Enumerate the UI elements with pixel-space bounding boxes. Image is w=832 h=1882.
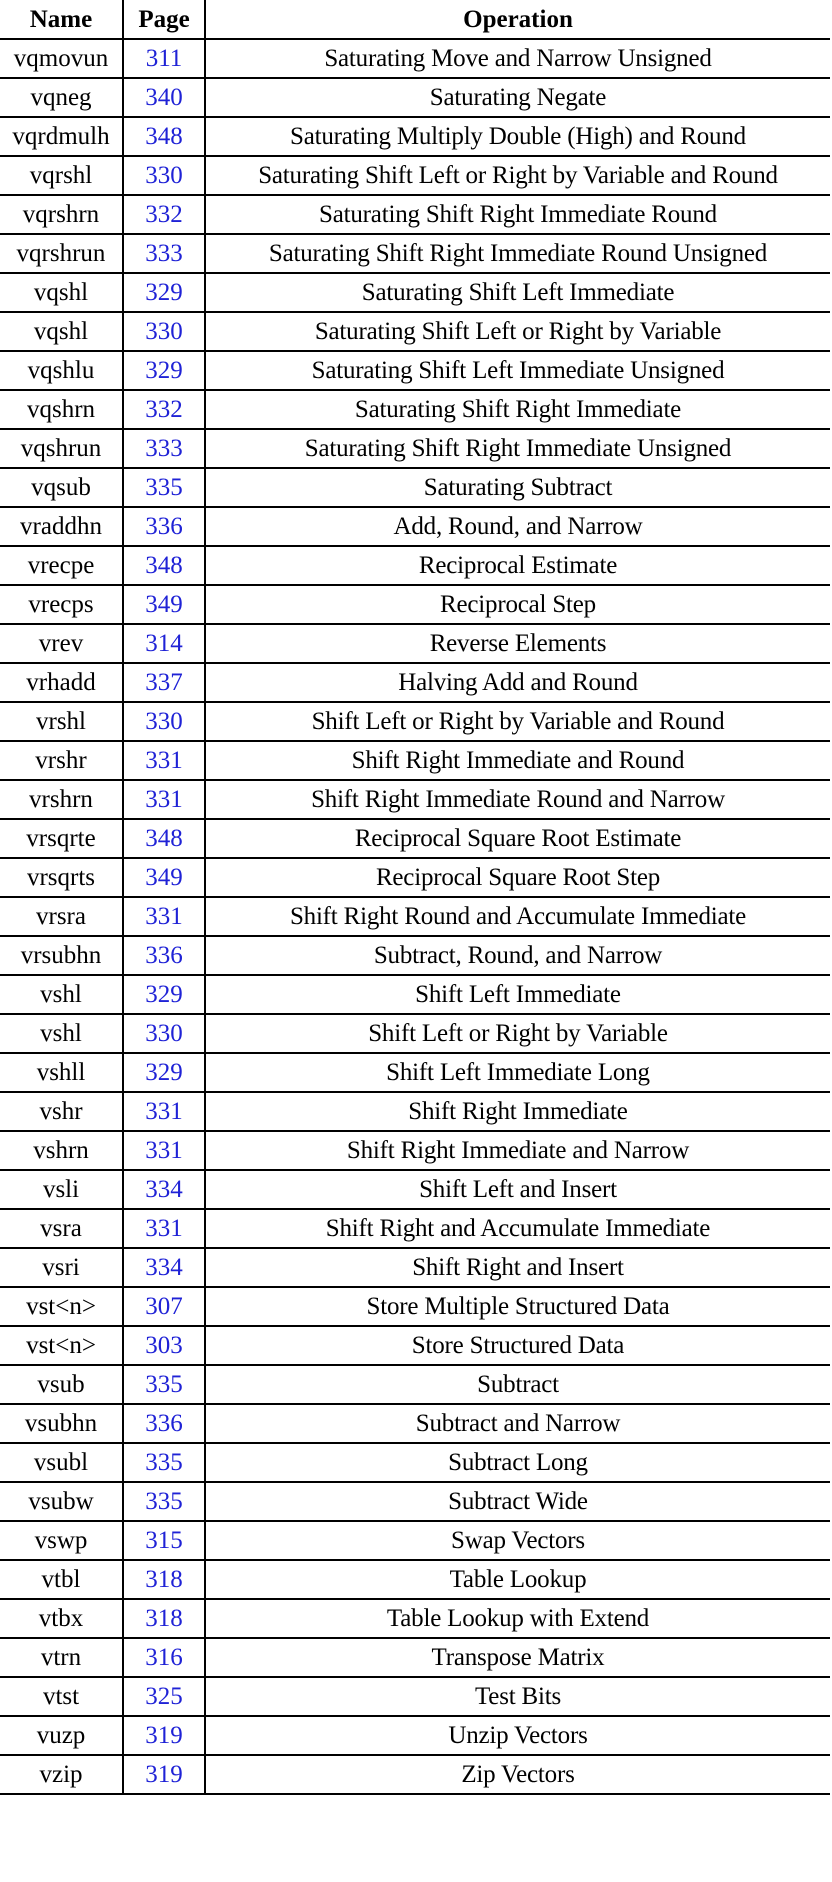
table-row bbox=[0, 1053, 830, 1092]
column-header-name: Name bbox=[0, 0, 123, 39]
table-row bbox=[0, 78, 830, 117]
page-link-cell[interactable]: 335 bbox=[123, 1443, 205, 1482]
operation-cell: Shift Right Immediate and Round bbox=[205, 741, 830, 780]
table-row bbox=[0, 1443, 830, 1482]
operation-cell: Table Lookup bbox=[205, 1560, 830, 1599]
operation-cell: Reciprocal Square Root Estimate bbox=[205, 819, 830, 858]
instruction-name-cell: vsub bbox=[0, 1365, 123, 1404]
operation-cell: Shift Left Immediate Long bbox=[205, 1053, 830, 1092]
instruction-name-cell: vshrn bbox=[0, 1131, 123, 1170]
table-row bbox=[0, 1599, 830, 1638]
page-link-cell[interactable]: 333 bbox=[123, 234, 205, 273]
instruction-name-cell: vuzp bbox=[0, 1716, 123, 1755]
instruction-name-cell: vqsub bbox=[0, 468, 123, 507]
table-row bbox=[0, 1677, 830, 1716]
table-row bbox=[0, 1521, 830, 1560]
column-header-operation: Operation bbox=[205, 0, 830, 39]
operation-cell: Saturating Shift Right Immediate bbox=[205, 390, 830, 429]
operation-cell: Saturating Shift Left Immediate Unsigned bbox=[205, 351, 830, 390]
table-row bbox=[0, 1365, 830, 1404]
operation-cell: Saturating Shift Right Immediate Round Unsigned bbox=[205, 234, 830, 273]
table-row bbox=[0, 156, 830, 195]
page-link-cell[interactable]: 329 bbox=[123, 1053, 205, 1092]
page-link-cell[interactable]: 329 bbox=[123, 975, 205, 1014]
table-row bbox=[0, 234, 830, 273]
page-link-cell[interactable]: 330 bbox=[123, 156, 205, 195]
operation-cell: Shift Left Immediate bbox=[205, 975, 830, 1014]
instruction-name-cell: vst<n> bbox=[0, 1326, 123, 1365]
table-row bbox=[0, 702, 830, 741]
table-row bbox=[0, 546, 830, 585]
page-link-cell[interactable]: 325 bbox=[123, 1677, 205, 1716]
instruction-name-cell: vzip bbox=[0, 1755, 123, 1794]
page-link-cell[interactable]: 330 bbox=[123, 312, 205, 351]
instruction-name-cell: vqrshrn bbox=[0, 195, 123, 234]
table-row bbox=[0, 819, 830, 858]
page-link-cell[interactable]: 316 bbox=[123, 1638, 205, 1677]
operation-cell: Saturating Move and Narrow Unsigned bbox=[205, 39, 830, 78]
page-link-cell[interactable]: 331 bbox=[123, 741, 205, 780]
instruction-name-cell: vqrshrun bbox=[0, 234, 123, 273]
page-link-cell[interactable]: 318 bbox=[123, 1599, 205, 1638]
table-header-row bbox=[0, 0, 830, 39]
operation-cell: Saturating Shift Left Immediate bbox=[205, 273, 830, 312]
page-link-cell[interactable]: 319 bbox=[123, 1755, 205, 1794]
page-link-cell[interactable]: 333 bbox=[123, 429, 205, 468]
table-row bbox=[0, 1170, 830, 1209]
page-link-cell[interactable]: 336 bbox=[123, 936, 205, 975]
operation-cell: Saturating Shift Left or Right by Variable bbox=[205, 312, 830, 351]
page-link-cell[interactable]: 329 bbox=[123, 351, 205, 390]
page-link-cell[interactable]: 340 bbox=[123, 78, 205, 117]
instruction-name-cell: vshl bbox=[0, 975, 123, 1014]
table-row bbox=[0, 624, 830, 663]
operation-cell: Test Bits bbox=[205, 1677, 830, 1716]
instruction-name-cell: vshll bbox=[0, 1053, 123, 1092]
instruction-name-cell: vsubhn bbox=[0, 1404, 123, 1443]
operation-cell: Saturating Negate bbox=[205, 78, 830, 117]
operation-cell: Shift Right and Insert bbox=[205, 1248, 830, 1287]
instruction-name-cell: vqshlu bbox=[0, 351, 123, 390]
instruction-name-cell: vqrshl bbox=[0, 156, 123, 195]
table-row bbox=[0, 1716, 830, 1755]
page-link-cell[interactable]: 331 bbox=[123, 897, 205, 936]
operation-cell: Subtract and Narrow bbox=[205, 1404, 830, 1443]
table-row bbox=[0, 1755, 830, 1794]
page-link-cell[interactable]: 334 bbox=[123, 1170, 205, 1209]
page-link-cell[interactable]: 315 bbox=[123, 1521, 205, 1560]
instruction-name-cell: vtbl bbox=[0, 1560, 123, 1599]
table-row bbox=[0, 663, 830, 702]
page-link-cell[interactable]: 337 bbox=[123, 663, 205, 702]
operation-cell: Reverse Elements bbox=[205, 624, 830, 663]
instruction-name-cell: vrsra bbox=[0, 897, 123, 936]
table-row bbox=[0, 1014, 830, 1053]
operation-cell: Shift Right Immediate Round and Narrow bbox=[205, 780, 830, 819]
table-row bbox=[0, 1287, 830, 1326]
column-header-page: Page bbox=[123, 0, 205, 39]
page-link-cell[interactable]: 349 bbox=[123, 858, 205, 897]
instruction-name-cell: vsubl bbox=[0, 1443, 123, 1482]
table-row bbox=[0, 39, 830, 78]
table-row bbox=[0, 429, 830, 468]
table-row bbox=[0, 1404, 830, 1443]
page-link-cell[interactable]: 336 bbox=[123, 507, 205, 546]
instruction-name-cell: vtst bbox=[0, 1677, 123, 1716]
instruction-name-cell: vsri bbox=[0, 1248, 123, 1287]
instruction-name-cell: vqmovun bbox=[0, 39, 123, 78]
page-link-cell[interactable]: 319 bbox=[123, 1716, 205, 1755]
instruction-name-cell: vshr bbox=[0, 1092, 123, 1131]
operation-cell: Reciprocal Step bbox=[205, 585, 830, 624]
table-row bbox=[0, 1326, 830, 1365]
page-link-cell[interactable]: 307 bbox=[123, 1287, 205, 1326]
table-row bbox=[0, 117, 830, 156]
table-row bbox=[0, 780, 830, 819]
operation-cell: Saturating Shift Left or Right by Variable and Round bbox=[205, 156, 830, 195]
page-link-cell[interactable]: 331 bbox=[123, 1092, 205, 1131]
operation-cell: Table Lookup with Extend bbox=[205, 1599, 830, 1638]
operation-cell: Add, Round, and Narrow bbox=[205, 507, 830, 546]
instruction-name-cell: vst<n> bbox=[0, 1287, 123, 1326]
table-row bbox=[0, 1482, 830, 1521]
operation-cell: Subtract bbox=[205, 1365, 830, 1404]
operation-cell: Swap Vectors bbox=[205, 1521, 830, 1560]
table-row bbox=[0, 1131, 830, 1170]
table-row bbox=[0, 312, 830, 351]
instruction-name-cell: vsli bbox=[0, 1170, 123, 1209]
operation-cell: Subtract, Round, and Narrow bbox=[205, 936, 830, 975]
page-link-cell[interactable]: 335 bbox=[123, 468, 205, 507]
page-link-cell[interactable]: 332 bbox=[123, 195, 205, 234]
operation-cell: Saturating Shift Right Immediate Unsigned bbox=[205, 429, 830, 468]
table-row bbox=[0, 585, 830, 624]
page-link-cell[interactable]: 348 bbox=[123, 546, 205, 585]
operation-cell: Zip Vectors bbox=[205, 1755, 830, 1794]
table-row bbox=[0, 1092, 830, 1131]
instruction-name-cell: vtbx bbox=[0, 1599, 123, 1638]
operation-cell: Shift Right Immediate bbox=[205, 1092, 830, 1131]
page-link-cell[interactable]: 314 bbox=[123, 624, 205, 663]
table-row bbox=[0, 390, 830, 429]
table-row bbox=[0, 195, 830, 234]
instruction-name-cell: vshl bbox=[0, 1014, 123, 1053]
operation-cell: Saturating Subtract bbox=[205, 468, 830, 507]
instruction-name-cell: vtrn bbox=[0, 1638, 123, 1677]
page-link-cell[interactable]: 331 bbox=[123, 1131, 205, 1170]
operation-cell: Shift Right Round and Accumulate Immediate bbox=[205, 897, 830, 936]
table-row bbox=[0, 858, 830, 897]
instruction-name-cell: vrsqrte bbox=[0, 819, 123, 858]
table-row bbox=[0, 273, 830, 312]
table-row bbox=[0, 1248, 830, 1287]
table-row bbox=[0, 351, 830, 390]
instruction-name-cell: vraddhn bbox=[0, 507, 123, 546]
instruction-name-cell: vrecpe bbox=[0, 546, 123, 585]
instruction-name-cell: vrsqrts bbox=[0, 858, 123, 897]
page-link-cell[interactable]: 331 bbox=[123, 1209, 205, 1248]
table-row bbox=[0, 1560, 830, 1599]
page-link-cell[interactable]: 329 bbox=[123, 273, 205, 312]
instruction-name-cell: vsra bbox=[0, 1209, 123, 1248]
operation-cell: Shift Right and Accumulate Immediate bbox=[205, 1209, 830, 1248]
operation-cell: Store Multiple Structured Data bbox=[205, 1287, 830, 1326]
table-row bbox=[0, 936, 830, 975]
operation-cell: Saturating Multiply Double (High) and Round bbox=[205, 117, 830, 156]
instruction-name-cell: vqshl bbox=[0, 273, 123, 312]
instruction-name-cell: vrshl bbox=[0, 702, 123, 741]
operation-cell: Saturating Shift Right Immediate Round bbox=[205, 195, 830, 234]
instruction-name-cell: vqrdmulh bbox=[0, 117, 123, 156]
page-link-cell[interactable]: 303 bbox=[123, 1326, 205, 1365]
page-link-cell[interactable]: 330 bbox=[123, 1014, 205, 1053]
instruction-name-cell: vqneg bbox=[0, 78, 123, 117]
operation-cell: Transpose Matrix bbox=[205, 1638, 830, 1677]
page-link-cell[interactable]: 348 bbox=[123, 117, 205, 156]
instruction-name-cell: vqshrun bbox=[0, 429, 123, 468]
page-link-cell[interactable]: 349 bbox=[123, 585, 205, 624]
operation-cell: Store Structured Data bbox=[205, 1326, 830, 1365]
table-row bbox=[0, 1209, 830, 1248]
page-link-cell[interactable]: 335 bbox=[123, 1482, 205, 1521]
instruction-name-cell: vrhadd bbox=[0, 663, 123, 702]
page-link-cell[interactable]: 348 bbox=[123, 819, 205, 858]
page-link-cell[interactable]: 335 bbox=[123, 1365, 205, 1404]
instruction-name-cell: vqshrn bbox=[0, 390, 123, 429]
operation-cell: Reciprocal Square Root Step bbox=[205, 858, 830, 897]
page-link-cell[interactable]: 330 bbox=[123, 702, 205, 741]
operation-cell: Halving Add and Round bbox=[205, 663, 830, 702]
instruction-name-cell: vswp bbox=[0, 1521, 123, 1560]
page-link-cell[interactable]: 336 bbox=[123, 1404, 205, 1443]
table-row bbox=[0, 1638, 830, 1677]
operation-cell: Unzip Vectors bbox=[205, 1716, 830, 1755]
operation-cell: Shift Left or Right by Variable and Round bbox=[205, 702, 830, 741]
instruction-name-cell: vrev bbox=[0, 624, 123, 663]
operation-cell: Subtract Wide bbox=[205, 1482, 830, 1521]
instruction-name-cell: vrshrn bbox=[0, 780, 123, 819]
instruction-name-cell: vqshl bbox=[0, 312, 123, 351]
operation-cell: Subtract Long bbox=[205, 1443, 830, 1482]
table-row bbox=[0, 507, 830, 546]
instruction-name-cell: vrshr bbox=[0, 741, 123, 780]
operation-cell: Shift Right Immediate and Narrow bbox=[205, 1131, 830, 1170]
table-row bbox=[0, 468, 830, 507]
instruction-name-cell: vrecps bbox=[0, 585, 123, 624]
table-body bbox=[0, 39, 830, 1794]
page-link-cell[interactable]: 311 bbox=[123, 39, 205, 78]
operation-cell: Shift Left and Insert bbox=[205, 1170, 830, 1209]
operation-cell: Shift Left or Right by Variable bbox=[205, 1014, 830, 1053]
page-link-cell[interactable]: 318 bbox=[123, 1560, 205, 1599]
instruction-name-cell: vrsubhn bbox=[0, 936, 123, 975]
table-row bbox=[0, 975, 830, 1014]
page-link-cell[interactable]: 334 bbox=[123, 1248, 205, 1287]
page-link-cell[interactable]: 332 bbox=[123, 390, 205, 429]
page-link-cell[interactable]: 331 bbox=[123, 780, 205, 819]
operation-cell: Reciprocal Estimate bbox=[205, 546, 830, 585]
instruction-name-cell: vsubw bbox=[0, 1482, 123, 1521]
table-row bbox=[0, 741, 830, 780]
table-row bbox=[0, 897, 830, 936]
